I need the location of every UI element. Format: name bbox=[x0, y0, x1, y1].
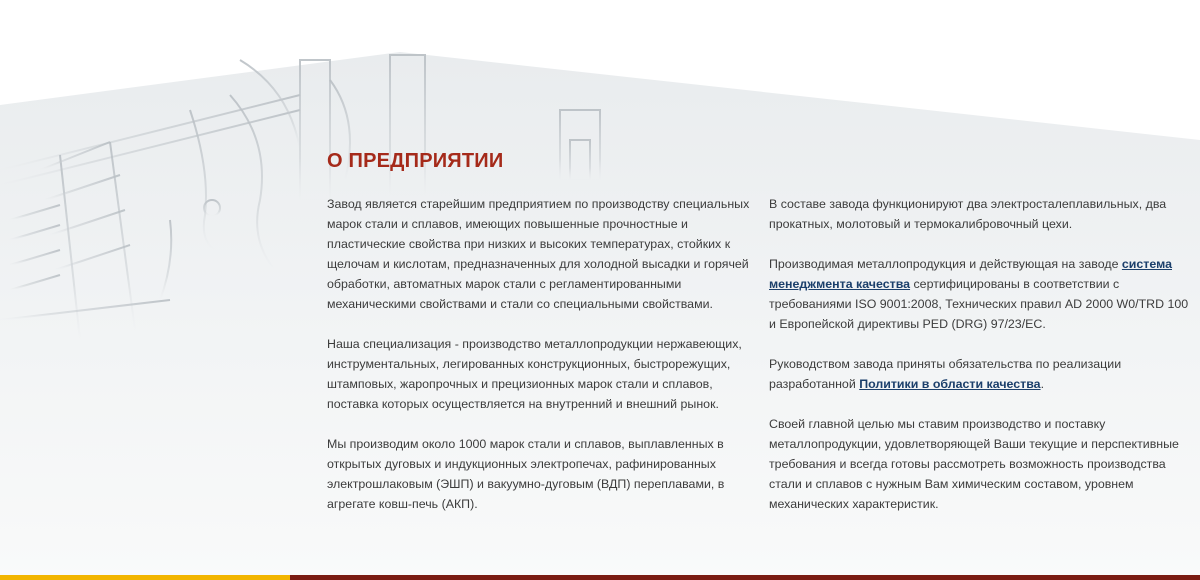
about-right-column bbox=[769, 194, 1189, 534]
footer-accent-bar bbox=[0, 575, 1200, 580]
about-paragraph-workshops: В составе завода функционируют два электросталеплавильных, два прокатных, молотовый и термокалибровочный цехи. bbox=[769, 197, 1167, 231]
footer-accent-red bbox=[290, 575, 1200, 580]
about-paragraph-goal: Своей главной целью мы ставим производство и поставку металлопродукции, удовлетворяющей Ваши текущие и перспективные требования и всегда готовы рассмотреть возможность производства стали и сплавов с нужным Вам химическим составом, уровнем механических характеристик. bbox=[769, 417, 1179, 511]
about-paragraph-specialization: Наша специализация - производство металлопродукции нержавеющих, инструментальных, легированных конструкционных, быстрорежущих, штамповых, жаропрочных и прецизионных марок стали и сплавов, поставка которых осуществляется на внутренний и внешний рынок. bbox=[327, 337, 742, 411]
about-paragraph-production: Мы производим около 1000 марок стали и сплавов, выплавленных в открытых дуговых и индукционных электропечах, рафинированных электрошлаковым (ЭШП) и вакуумно-дуговым (ВДП) переплавами, в агрегате ковш-печь (АКП). bbox=[327, 437, 725, 511]
policy-text-after: . bbox=[1040, 377, 1045, 391]
about-left-column bbox=[327, 194, 755, 534]
policy-text-before: Руководством завода приняты обязательства по реализации разработанной bbox=[769, 357, 1122, 391]
about-paragraph-policy bbox=[769, 354, 1189, 394]
certification-text-after: сертифицированы в соответствии с требованиями ISO 9001:2008, Технических правил AD 2000 W0/TRD 100 и Европейской директивы PED (DRG) 97/23/ЕС. bbox=[769, 277, 1189, 331]
page-title: О ПРЕДПРИЯТИИ bbox=[327, 150, 504, 172]
quality-policy-link[interactable]: Политики в области качества bbox=[859, 377, 1041, 391]
footer-accent-gold bbox=[0, 575, 290, 580]
quality-management-link[interactable]: система менеджмента качества bbox=[769, 257, 1172, 291]
about-paragraph-history: Завод является старейшим предприятием по производству специальных марок стали и сплавов, имеющих повышенные прочностные и пластические свойства при низких и высоких температурах, стойких к щелочам и кислотам, предназначенных для холодной высадки и горячей обработки, автоматных марок стали с регламентированными механическими свойствами и стали со специальными свойствами. bbox=[327, 197, 750, 311]
certification-text-before: Производимая металлопродукция и действующая на заводе bbox=[769, 257, 1122, 271]
about-paragraph-certification bbox=[769, 254, 1189, 334]
